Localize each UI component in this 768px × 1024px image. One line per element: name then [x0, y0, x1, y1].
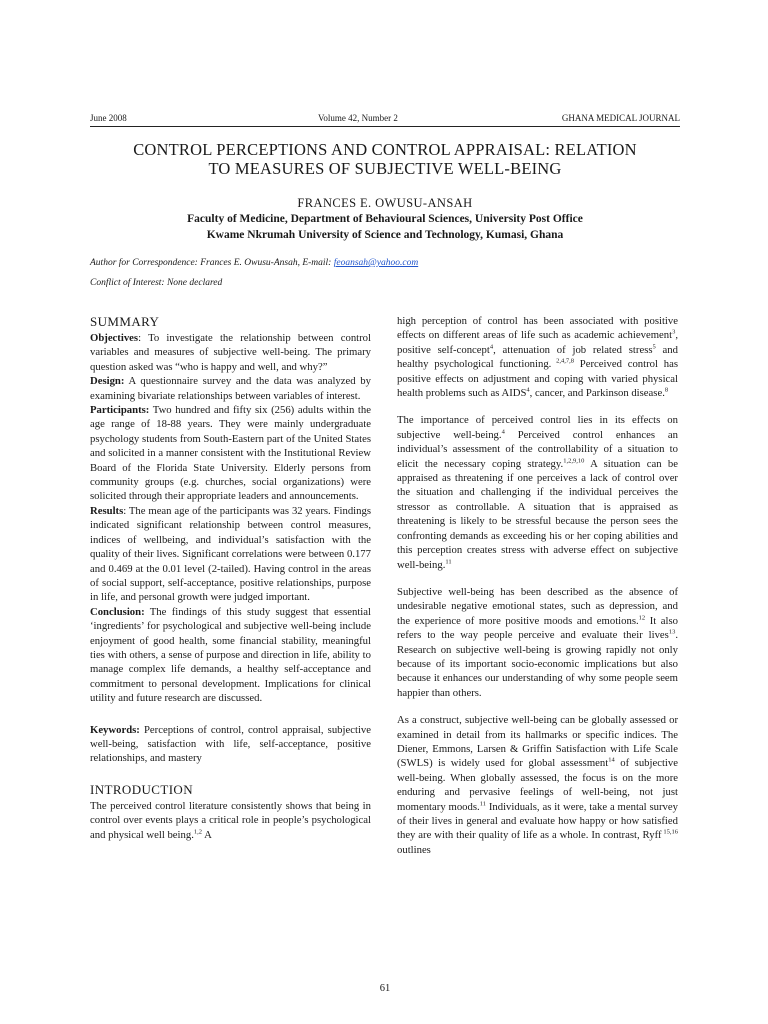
- affiliation-line-1: Faculty of Medicine, Department of Behavioural Sciences, University Post Office: [187, 213, 583, 225]
- volume-number: Volume 42, Number 2: [318, 113, 398, 123]
- affiliation-line-2: Kwame Nkrumah University of Science and Technology, Kumasi, Ghana: [206, 229, 564, 241]
- p3-ref-1: 12: [638, 614, 646, 622]
- p4-text-c: Individuals, as it were, take a mental survey of their lives in general and evaluate how happy or how satisfied they are with their quality of life as a whole. In contrast, Ryff: [397, 800, 678, 842]
- conclusion-text: The findings of this study suggest that essential ‘ingredients’ for psychological and subjective well-being include enjoyment of good health, some financial stability, meaningful ties with others, a sense of purpose and direction in life, ability to manage complex life demands, a healthy self-acceptance and commitment to personal development. Implications for clinical utility and future research are discussed.: [90, 605, 371, 705]
- p1-text-e: Perceived control has positive effects on adjustment and coping with varied physical health problems such as AIDS: [397, 358, 679, 400]
- p2-text-c: A situation can be appraised as threatening if one perceives a lack of control over the situation and challenging if the individual perceives the stressor as controllable. A situation that is appraised as threatening is likely to be stressful because the person sees the confronting demands as exceeding his or her coping abilities and this perception creates stress with adverse effect on subjective well-being.: [397, 457, 678, 571]
- introduction-paragraph: [90, 799, 371, 842]
- summary-participants: [90, 403, 371, 504]
- summary-results: [90, 504, 371, 605]
- p3-ref-2: 13: [668, 628, 676, 636]
- p1-ref-2: 4: [489, 343, 494, 351]
- author-name: FRANCES E. OWUSU-ANSAH: [297, 196, 473, 210]
- p4-text-d: outlines: [397, 843, 431, 856]
- p1-ref-5: 4: [526, 386, 530, 394]
- journal-name: GHANA MEDICAL JOURNAL: [561, 113, 680, 123]
- results-text: : The mean age of the participants was 32 years. Findings indicated significant relationship between control measures, indices of wellbeing, and individual’s satisfaction with the quality of their lives. Significant correlations were between 0.177 and 0.469 at the 0.01 level (2-tailed). Having control in the areas of social support, self-acceptance, positive relationships, purpose in life, and personal growth were judged important.: [90, 504, 371, 604]
- p1-text-a: high perception of control has been associated with positive effects on different areas of life such as academic achievement: [397, 315, 678, 342]
- p4-text-b: of subjective well-being. When globally assessed, the focus is on the more enduring and pervasive feelings of well-being, not just momentary moods.: [397, 757, 678, 813]
- conclusion-label: Conclusion:: [90, 605, 145, 618]
- right-paragraph-3: [397, 585, 678, 700]
- intro-text: The perceived control literature consistently shows that being in control over events plays a critical role in people’s psychological and physical well being.: [90, 799, 371, 841]
- p3-text-b: It also refers to the way people perceive and evaluate their lives: [397, 614, 678, 642]
- p3-text-a: Subjective well-being has been described as the absence of undesirable negative emotional states, such as depression, and the experience of more positive moods and emotions.: [397, 585, 678, 627]
- objectives-label: Objectives: [90, 332, 139, 344]
- running-header: [90, 113, 680, 127]
- design-text: A questionnaire survey and the data was analyzed by examining bivariate relationships between variables of interest.: [90, 375, 371, 402]
- summary-objectives: [90, 331, 371, 374]
- p4-ref-1: 14: [608, 756, 615, 764]
- participants-label: Participants:: [90, 404, 150, 417]
- issue-date: June 2008: [90, 113, 127, 123]
- correspondence-label: Author for Correspondence: Frances E. Owusu-Ansah, E-mail:: [90, 258, 332, 268]
- p2-text-a: The importance of perceived control lies in its effects on subjective well-being.: [397, 414, 678, 441]
- p2-text-b: Perceived control enhances an individual’s assessment of the controllability of a situation to elicit the necessary coping strategy.: [397, 428, 678, 470]
- intro-ref: 1,2: [193, 828, 203, 836]
- right-paragraph-2: [397, 413, 678, 571]
- objectives-text: : To investigate the relationship between control variables and measures of subjective well-being. The primary question asked was “who is happy and well, and why?”: [90, 332, 371, 373]
- p1-ref-3: 5: [652, 343, 656, 351]
- participants-text: Two hundred and fifty six (256) adults within the age range of 18-88 years. They were mainly undergraduate psychology students from South-Eastern part of the United States and solicited in a manner consistent with the Institutional Review Board of the Florida State University. Elderly persons from community groups (e.g. churches, social organizations) were solicited through their appropriate leaders and announcements.: [90, 404, 371, 503]
- p4-text-a: As a construct, subjective well-being can be globally assessed or examined in detail from its hallmarks or specific indices. The Diener, Emmons, Larsen & Griffin Satisfaction with Life Scale (SWLS) is widely used for global assessment: [397, 714, 678, 770]
- conflict-of-interest: Conflict of Interest: None declared: [90, 278, 223, 288]
- p1-ref-1: 3: [672, 328, 676, 336]
- intro-tail: A: [202, 828, 212, 841]
- right-column: [397, 314, 678, 857]
- correspondence: [90, 257, 680, 269]
- p1-text-f: , cancer, and Parkinson disease.: [529, 387, 665, 400]
- title-line-1: CONTROL PERCEPTIONS AND CONTROL APPRAISAL: RELATION: [133, 140, 637, 159]
- p4-ref-3: 15,16: [661, 828, 679, 836]
- left-column: [90, 314, 371, 842]
- right-paragraph-4: [397, 713, 678, 857]
- introduction-heading: INTRODUCTION: [90, 781, 194, 797]
- design-label: Design:: [90, 375, 125, 388]
- p1-text-c: , attenuation of job related stress: [493, 343, 653, 356]
- p2-ref-2: 1,2,9,10: [563, 457, 585, 465]
- keywords: [90, 723, 371, 766]
- p2-ref-3: 11: [445, 557, 452, 565]
- summary-design: [90, 374, 371, 403]
- p1-ref-6: 8: [664, 386, 669, 394]
- title-line-2: TO MEASURES OF SUBJECTIVE WELL-BEING: [208, 159, 562, 178]
- keywords-label: Keywords:: [90, 723, 140, 736]
- keywords-text: Perceptions of control, control appraisal, subjective well-being, satisfaction with life, self-acceptance, positive relationships, and mastery: [90, 723, 371, 765]
- p3-text-c: . Research on subjective well-being is growing rapidly not only because of its important socio-economic implications but also because it enhances our understanding of why some people seem happier than others.: [397, 629, 678, 699]
- correspondence-email-link[interactable]: feoansah@yahoo.com: [333, 258, 419, 268]
- results-label: Results: [90, 504, 124, 517]
- summary-heading: SUMMARY: [90, 314, 160, 329]
- p2-ref-1: 4: [501, 428, 505, 436]
- article-title: [90, 140, 680, 178]
- right-paragraph-1: [397, 314, 678, 400]
- p4-ref-2: 11: [479, 800, 486, 808]
- page-number: 61: [379, 983, 391, 994]
- p1-ref-4: 2,4,7,8: [551, 357, 574, 365]
- p1-text-d: and healthy psychological functioning.: [397, 343, 678, 371]
- author-affiliation: [90, 211, 680, 243]
- p1-text-b: , positive self-concept: [397, 329, 678, 356]
- summary-conclusion: [90, 605, 371, 706]
